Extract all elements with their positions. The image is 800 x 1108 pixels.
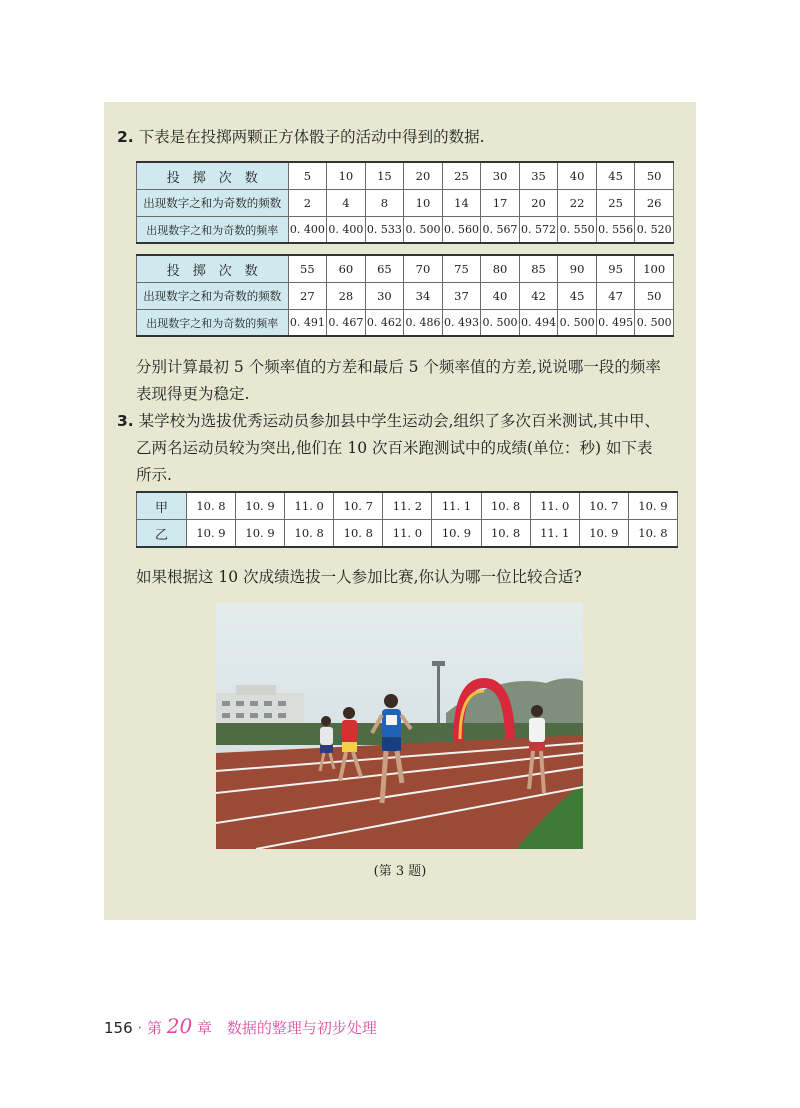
cell: 4 (327, 190, 366, 217)
dice-table-1 (136, 161, 674, 244)
cell: 10. 9 (579, 520, 628, 548)
cell: 10 (327, 162, 366, 190)
cell: 60 (327, 255, 366, 283)
cell: 0. 500 (404, 217, 443, 244)
cell: 10. 8 (334, 520, 383, 548)
cell: 0. 462 (365, 310, 404, 337)
throws-row (137, 162, 674, 190)
q3-question: 如果根据这 10 次成绩选拔一人参加比赛,你认为哪一位比较合适? (136, 568, 582, 586)
cell: 30 (481, 162, 520, 190)
page-number: 156 (104, 1019, 133, 1037)
cell: 0. 500 (558, 310, 597, 337)
q3-line2: 乙两名运动员较为突出,他们在 10 次百米跑测试中的成绩(单位：秒) 如下表 (136, 439, 653, 457)
q2-followup-line2: 表现得更为稳定. (136, 385, 250, 403)
sprint-race-photo (216, 603, 583, 849)
cell: 0. 491 (288, 310, 327, 337)
cell: 11. 0 (383, 520, 432, 548)
q3-line1: 某学校为选拔优秀运动员参加县中学生运动会,组织了多次百米测试,其中甲、 (138, 412, 660, 430)
q2-number: 2. (117, 128, 134, 146)
cell: 10. 8 (285, 520, 334, 548)
page-footer (104, 1014, 377, 1038)
cell: 40 (481, 283, 520, 310)
cell: 34 (404, 283, 443, 310)
cell: 47 (596, 283, 635, 310)
cell: 0. 560 (442, 217, 481, 244)
throws-row (137, 255, 674, 283)
footer-dot: · (137, 1019, 143, 1037)
cell: 10. 8 (481, 520, 530, 548)
cell: 25 (596, 190, 635, 217)
athlete-a-row (137, 492, 678, 520)
cell: 70 (404, 255, 443, 283)
cell: 0. 520 (635, 217, 674, 244)
sprint-table (136, 491, 678, 548)
cell: 45 (596, 162, 635, 190)
cell: 0. 467 (327, 310, 366, 337)
count-row (137, 283, 674, 310)
cell: 80 (481, 255, 520, 283)
cell: 42 (519, 283, 558, 310)
cell: 0. 495 (596, 310, 635, 337)
athlete-b-row (137, 520, 678, 548)
cell: 10. 7 (334, 492, 383, 520)
cell: 30 (365, 283, 404, 310)
cell: 0. 550 (558, 217, 597, 244)
cell: 11. 2 (383, 492, 432, 520)
cell: 10 (404, 190, 443, 217)
q2-followup (136, 354, 686, 408)
freq-row (137, 310, 674, 337)
cell: 10. 9 (628, 492, 677, 520)
athlete-label: 乙 (137, 520, 187, 548)
cell: 100 (635, 255, 674, 283)
chapter-prefix: 第 (146, 1019, 162, 1037)
cell: 10. 8 (481, 492, 530, 520)
row-label: 出现数字之和为奇数的频数 (137, 190, 289, 217)
cell: 55 (288, 255, 327, 283)
cell: 25 (442, 162, 481, 190)
chapter-number: 20 (166, 1014, 193, 1038)
cell: 75 (442, 255, 481, 283)
freq-row (137, 217, 674, 244)
cell: 22 (558, 190, 597, 217)
cell: 11. 0 (285, 492, 334, 520)
cell: 95 (596, 255, 635, 283)
q3-line3: 所示. (136, 466, 172, 484)
cell: 26 (635, 190, 674, 217)
cell: 0. 500 (481, 310, 520, 337)
dice-table-2 (136, 254, 674, 337)
cell: 90 (558, 255, 597, 283)
q2-text: 下表是在投掷两颗正方体骰子的活动中得到的数据. (138, 128, 485, 146)
row-label: 投 掷 次 数 (137, 162, 289, 190)
q3-number: 3. (117, 412, 134, 430)
cell: 20 (404, 162, 443, 190)
cell: 10. 9 (236, 492, 285, 520)
cell: 0. 400 (288, 217, 327, 244)
cell: 10. 9 (236, 520, 285, 548)
cell: 65 (365, 255, 404, 283)
cell: 10. 9 (432, 520, 481, 548)
cell: 11. 1 (432, 492, 481, 520)
row-label: 出现数字之和为奇数的频率 (137, 310, 289, 337)
photo-caption: (第 3 题) (373, 864, 427, 879)
cell: 27 (288, 283, 327, 310)
cell: 10. 7 (579, 492, 628, 520)
cell: 0. 533 (365, 217, 404, 244)
cell: 14 (442, 190, 481, 217)
q3-intro (117, 408, 687, 489)
chapter-title: 数据的整理与初步处理 (226, 1019, 377, 1037)
cell: 0. 556 (596, 217, 635, 244)
cell: 0. 486 (404, 310, 443, 337)
cell: 17 (481, 190, 520, 217)
cell: 5 (288, 162, 327, 190)
row-label: 出现数字之和为奇数的频数 (137, 283, 289, 310)
athlete-label: 甲 (137, 492, 187, 520)
cell: 0. 400 (327, 217, 366, 244)
cell: 11. 0 (530, 492, 579, 520)
cell: 10. 8 (186, 492, 235, 520)
cell: 0. 493 (442, 310, 481, 337)
cell: 15 (365, 162, 404, 190)
cell: 0. 494 (519, 310, 558, 337)
cell: 50 (635, 283, 674, 310)
cell: 50 (635, 162, 674, 190)
cell: 0. 572 (519, 217, 558, 244)
cell: 10. 9 (186, 520, 235, 548)
chapter-suffix: 章 (197, 1019, 213, 1037)
cell: 37 (442, 283, 481, 310)
cell: 0. 567 (481, 217, 520, 244)
count-row (137, 190, 674, 217)
cell: 20 (519, 190, 558, 217)
cell: 28 (327, 283, 366, 310)
q2-intro (117, 124, 687, 151)
cell: 11. 1 (530, 520, 579, 548)
cell: 85 (519, 255, 558, 283)
row-label: 投 掷 次 数 (137, 255, 289, 283)
cell: 40 (558, 162, 597, 190)
cell: 35 (519, 162, 558, 190)
cell: 8 (365, 190, 404, 217)
cell: 2 (288, 190, 327, 217)
q2-followup-line1: 分别计算最初 5 个频率值的方差和最后 5 个频率值的方差,说说哪一段的频率 (136, 358, 661, 376)
cell: 0. 500 (635, 310, 674, 337)
row-label: 出现数字之和为奇数的频率 (137, 217, 289, 244)
cell: 10. 8 (628, 520, 677, 548)
cell: 45 (558, 283, 597, 310)
